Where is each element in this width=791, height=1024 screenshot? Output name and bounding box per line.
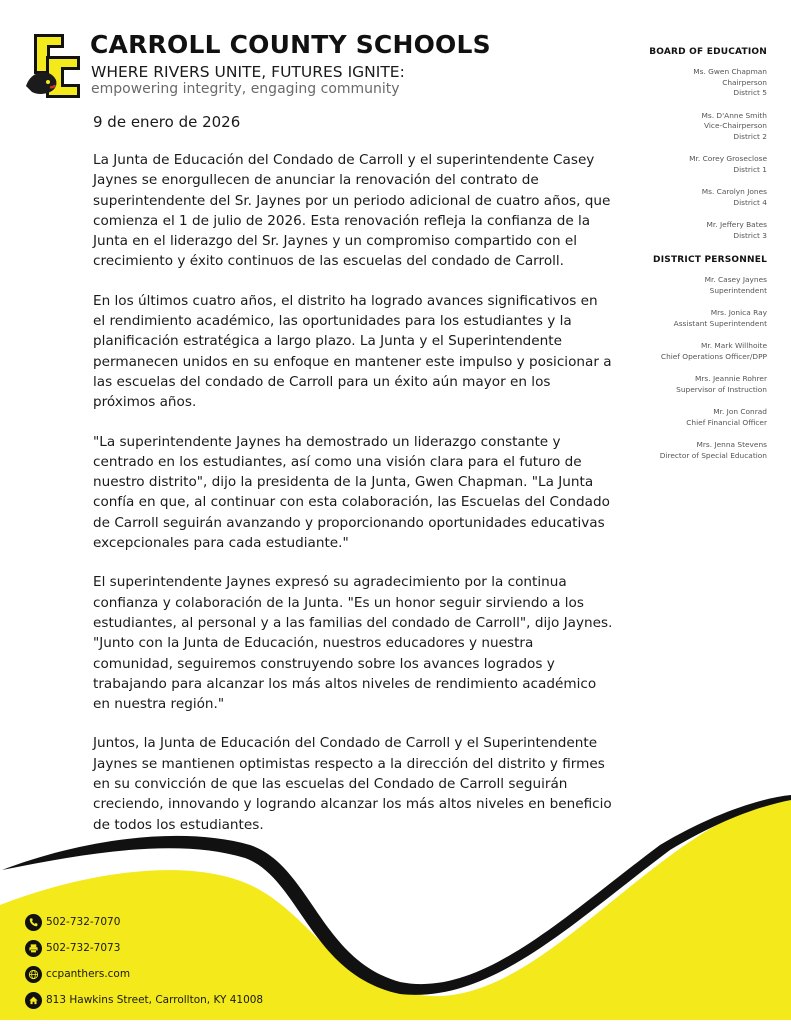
member-district: District 3 [733,230,767,240]
member-role: Director of Special Education [659,450,767,460]
school-name-heading: CARROLL COUNTY SCHOOLS [90,30,491,59]
personnel-member [597,440,767,461]
member-role: Chief Operations Officer/DPP [660,351,767,361]
street-address: 813 Hawkins Street, Carrollton, KY 41008 [46,994,264,1006]
globe-icon [25,966,42,983]
member-role: Vice-Chairperson [703,121,767,130]
board-member [597,67,767,99]
school-motto: WHERE RIVERS UNITE, FUTURES IGNITE: [91,63,405,81]
member-name: Mr. Corey Groseclose [689,154,767,163]
fax-number: 502-732-7073 [46,942,121,954]
member-name: Ms. D'Anne Smith [701,110,767,120]
letter-paragraph: En los últimos cuatro años, el distrito ha logrado avances significativos en el rendimiento académico, las oportunidades para los estudiantes y la planificación estratégica a largo plazo. La Junta y el Superintendente permanecen unidos en su enfoque en mantener este impulso y posicionar a las escuelas del condado de Carroll para un éxito aún mayor en los próximos años. [93,292,612,411]
board-member [597,111,767,143]
contact-website[interactable] [25,961,263,987]
contact-phone[interactable] [25,909,263,935]
member-name: Mrs. Jonica Ray [710,308,767,317]
contact-fax[interactable] [25,935,263,961]
member-name: Mrs. Jeannie Rohrer [694,374,767,383]
board-member [597,154,767,175]
letter-paragraph: El superintendente Jaynes expresó su agradecimiento por la continua confianza y colaboración de la Junta. "Es un honor seguir sirviendo a los estudiantes, al personal y a las familias del condado de Carroll", dijo Jaynes. "Junto con la Junta de Educación, nuestros educadores y nuestra comunidad, seguiremos construyendo sobre los avances logrados y trabajando para alcanzar los más altos niveles de rendimiento académico en nuestra región." [93,574,613,713]
fax-icon [25,940,42,957]
letter-date: 9 de enero de 2026 [93,113,241,131]
board-member [597,220,767,241]
phone-number: 502-732-7070 [46,916,121,928]
member-district: District 4 [733,197,767,207]
member-name: Mr. Jeffery Bates [706,220,767,229]
member-district: District 5 [733,88,767,97]
member-district: District 2 [733,131,767,141]
phone-icon [25,914,42,931]
member-name: Ms. Carolyn Jones [701,187,767,196]
letter-paragraph: La Junta de Educación del Condado de Carroll y el superintendente Casey Jaynes se enorgullecen de anunciar la renovación del contrato de superintendente del Sr. Jaynes por un periodo adicional de cuatro años, que comienza el 1 de julio de 2026. Esta renovación refleja la confianza de la Junta en el liderazgo del Sr. Jaynes y un compromiso compartido con el crecimiento y éxito continuos de las escuelas del condado de Carroll. [93,152,611,270]
website-link: ccpanthers.com [46,968,131,980]
school-tagline: empowering integrity, engaging community [91,81,400,97]
member-name: Mr. Casey Jaynes [704,275,767,284]
member-role: Chief Financial Officer [686,417,767,427]
contact-address [25,987,263,1013]
board-member [597,187,767,208]
member-name: Ms. Gwen Chapman [693,67,767,76]
sidebar-directory [597,47,767,473]
letter-paragraph: Juntos, la Junta de Educación del Condado de Carroll y el Superintendente Jaynes se mantienen optimistas respecto a la dirección del distrito y firmes en su convicción de que las escuelas del Condado de Carroll seguirán creciendo, innovando y logrando alcanzar los más altos niveles en beneficio de todos los estudiantes. [93,735,612,833]
personnel-member [597,275,767,296]
letter-paragraph: "La superintendente Jaynes ha demostrado un liderazgo constante y centrado en los estudiantes, así como una visión clara para el futuro de nuestro distrito", dijo la presidenta de la Junta, Gwen Chapman. "La Junta confía en que, al continuar con esta colaboración, las Escuelas del Condado de Carroll seguirán avanzando y proporcionando oportunidades educativas excepcionales para cada estudiante." [93,433,610,552]
member-name: Mrs. Jenna Stevens [696,440,767,449]
member-name: Mr. Mark Willhoite [700,341,767,350]
member-role: Supervisor of Instruction [676,384,767,394]
board-heading: BOARD OF EDUCATION [649,47,767,57]
member-name: Mr. Jon Conrad [713,407,767,416]
member-role: Superintendent [709,285,767,295]
personnel-member [597,407,767,428]
member-district: District 1 [733,164,767,174]
letter-body [93,150,613,854]
personnel-heading: DISTRICT PERSONNEL [653,255,767,265]
personnel-member [597,308,767,329]
home-icon [25,992,42,1009]
cc-panther-logo [24,30,84,102]
member-role: Assistant Superintendent [673,318,767,328]
personnel-member [597,374,767,395]
member-role: Chairperson [722,77,767,87]
personnel-member [597,341,767,362]
footer-contacts [25,909,263,1013]
